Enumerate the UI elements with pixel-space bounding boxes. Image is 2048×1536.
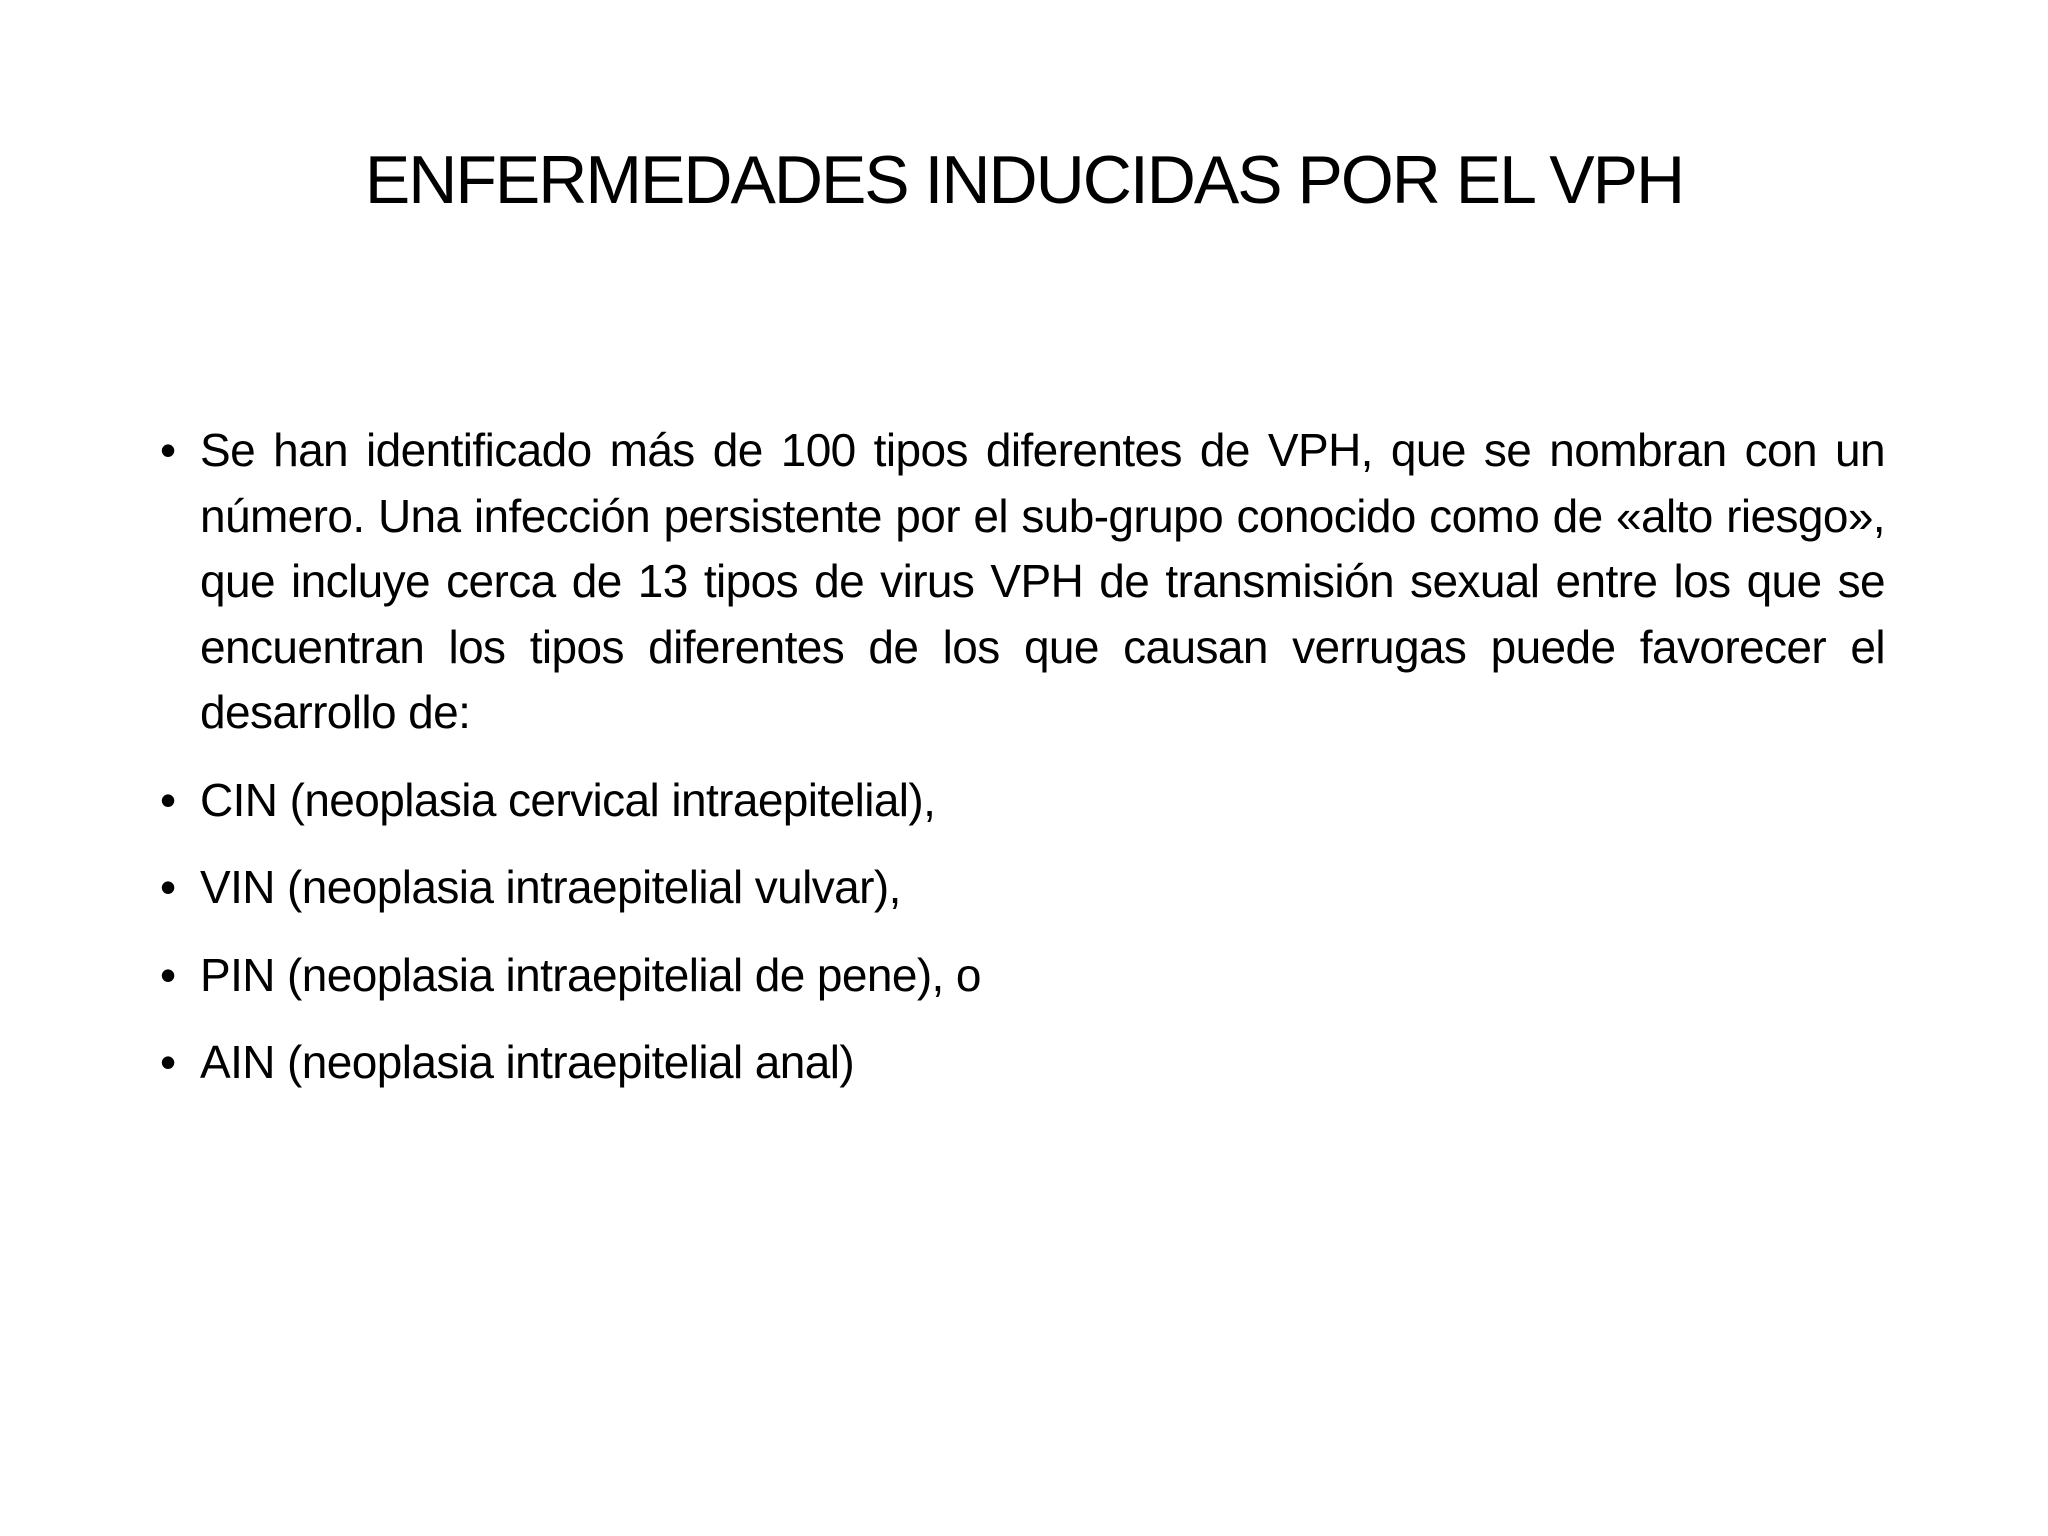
slide-title: ENFERMEDADES INDUCIDAS POR EL VPH xyxy=(364,142,1684,218)
bullet-item xyxy=(160,1030,1885,1096)
bullet-icon: • xyxy=(160,773,176,826)
bullet-text: Se han identificado más de 100 tipos diferentes de VPH, que se nombran con un número. Una infección persistente por el sub-grupo conocido como de «alto riesgo», que incluye cerca de 13 tipos de virus VPH de transmisión sexual entre los que se encuentran los tipos diferentes de los que causan verrugas puede favorecer el desarrollo de: xyxy=(200,424,1885,738)
bullet-item xyxy=(160,943,1885,1009)
bullet-text: CIN (neoplasia cervical intraepitelial), xyxy=(200,773,936,826)
bullet-item xyxy=(160,418,1885,746)
bullet-item xyxy=(160,768,1885,834)
bullet-list xyxy=(160,418,1885,1118)
bullet-text: PIN (neoplasia intraepitelial de pene), o xyxy=(200,948,981,1001)
bullet-item xyxy=(160,855,1885,921)
bullet-icon: • xyxy=(160,948,176,1001)
bullet-text: AIN (neoplasia intraepitelial anal) xyxy=(200,1036,855,1088)
bullet-icon: • xyxy=(160,861,176,913)
bullet-text: VIN (neoplasia intraepitelial vulvar), xyxy=(200,861,901,913)
bullet-icon: • xyxy=(160,1036,176,1088)
bullet-icon: • xyxy=(160,424,176,476)
